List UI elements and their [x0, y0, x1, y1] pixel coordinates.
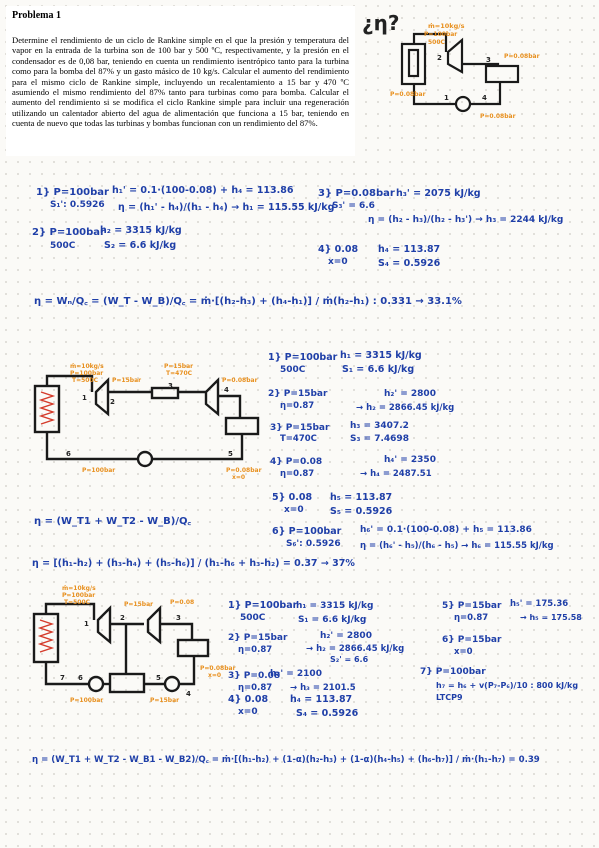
svg-text:h₅' = 175.36: h₅' = 175.36 — [510, 599, 569, 609]
svg-text:5} P=15bar: 5} P=15bar — [442, 601, 502, 611]
pump-high — [89, 677, 103, 691]
svg-text:S₅ = 0.5926: S₅ = 0.5926 — [330, 506, 393, 517]
svg-text:6: 6 — [66, 450, 71, 458]
svg-text:→ h₄ = 2487.51: → h₄ = 2487.51 — [360, 469, 432, 479]
pump — [138, 452, 152, 466]
feedwater-heater — [110, 674, 144, 692]
svg-text:500C: 500C — [240, 613, 266, 623]
svg-text:→ h₂ = 2866.45 kJ/kg: → h₂ = 2866.45 kJ/kg — [306, 644, 405, 654]
turbine — [448, 40, 462, 72]
pump — [456, 97, 470, 111]
svg-text:S₁ = 6.6 kJ/kg: S₁ = 6.6 kJ/kg — [298, 615, 367, 625]
svg-text:3} P=0.08: 3} P=0.08 — [228, 671, 281, 681]
svg-text:P=0.08bar: P=0.08bar — [480, 113, 516, 120]
svg-text:P=100bar: P=100bar — [62, 592, 96, 599]
svg-text:ṁ=10kg/s: ṁ=10kg/s — [62, 585, 96, 592]
svg-text:2: 2 — [437, 54, 442, 62]
svg-text:T=470C: T=470C — [280, 434, 317, 444]
svg-text:P=15bar: P=15bar — [124, 601, 154, 608]
svg-text:1: 1 — [444, 94, 449, 102]
svg-text:x=0: x=0 — [232, 474, 246, 481]
boiler — [35, 386, 59, 432]
svg-text:S₁ = 6.6 kJ/kg: S₁ = 6.6 kJ/kg — [342, 364, 415, 375]
boiler-coil — [409, 50, 418, 76]
svg-text:P=0.08bar: P=0.08bar — [504, 53, 540, 60]
svg-text:P=100bar: P=100bar — [424, 31, 458, 38]
svg-text:h₂' = 2800: h₂' = 2800 — [320, 631, 372, 641]
svg-text:1: 1 — [84, 620, 89, 628]
part1-calculations — [32, 185, 563, 307]
pump-low — [165, 677, 179, 691]
svg-text:5} 0.08: 5} 0.08 — [272, 492, 313, 503]
svg-text:x=0: x=0 — [284, 505, 304, 515]
svg-text:h₄' = 2350: h₄' = 2350 — [384, 455, 436, 465]
svg-text:η = (h₆' - h₅)/(h₆ - h₅) → h₆: η = (h₆' - h₅)/(h₆ - h₅) → h₆ = 115.55 kJ/kg — [360, 541, 554, 551]
svg-text:h₁' = 0.1·(100-0.08) + h₄ = 11: h₁' = 0.1·(100-0.08) + h₄ = 113.86 — [112, 185, 294, 196]
svg-text:4} 0.08: 4} 0.08 — [318, 244, 359, 255]
diagram2-labels — [66, 363, 262, 481]
svg-text:4: 4 — [224, 386, 229, 394]
svg-text:3: 3 — [168, 382, 173, 390]
svg-text:S₂' = 6.6: S₂' = 6.6 — [330, 655, 369, 664]
svg-text:P=15bar: P=15bar — [164, 363, 194, 370]
svg-text:η = (W_T1 + W_T2 - W_B)/Q꜀: η = (W_T1 + W_T2 - W_B)/Q꜀ — [34, 516, 191, 527]
svg-text:→ h₂ = 2866.45 kJ/kg: → h₂ = 2866.45 kJ/kg — [356, 403, 455, 413]
problem-title: Problema 1 — [12, 10, 61, 21]
svg-text:500C: 500C — [280, 365, 306, 375]
svg-text:4: 4 — [482, 94, 487, 102]
svg-text:S₂ = 6.6 kJ/kg: S₂ = 6.6 kJ/kg — [104, 240, 177, 251]
turbine-high — [98, 608, 110, 642]
svg-text:S₃' = 6.6: S₃' = 6.6 — [332, 201, 375, 211]
svg-text:2} P=100bar: 2} P=100bar — [32, 227, 105, 238]
reheater — [152, 388, 178, 398]
svg-text:2} P=15bar: 2} P=15bar — [228, 633, 288, 643]
svg-text:P=0.08bar: P=0.08bar — [200, 665, 236, 672]
diagram3-labels — [60, 585, 236, 704]
svg-text:T=470C: T=470C — [166, 370, 193, 377]
svg-text:P=100bar: P=100bar — [70, 697, 104, 704]
svg-text:7: 7 — [60, 674, 65, 682]
svg-text:ṁ=10kg/s: ṁ=10kg/s — [428, 22, 465, 30]
svg-text:η=0.87: η=0.87 — [280, 401, 315, 411]
svg-text:ṁ=10kg/s: ṁ=10kg/s — [70, 363, 104, 370]
svg-text:2} P=15bar: 2} P=15bar — [268, 389, 328, 399]
svg-text:η=0.87: η=0.87 — [454, 613, 489, 623]
svg-text:h₅ = 113.87: h₅ = 113.87 — [330, 492, 393, 503]
svg-text:P=100bar: P=100bar — [70, 370, 104, 377]
svg-text:η=0.87: η=0.87 — [238, 645, 273, 655]
svg-text:P=100bar: P=100bar — [82, 467, 116, 474]
svg-text:500C: 500C — [428, 39, 445, 46]
svg-text:P=0.08: P=0.08 — [170, 599, 195, 606]
svg-text:500C: 500C — [50, 241, 76, 251]
svg-text:η=0.87: η=0.87 — [280, 469, 315, 479]
svg-text:7} P=100bar: 7} P=100bar — [420, 667, 486, 677]
efficiency-result-2: η = [(h₁-h₂) + (h₃-h₄) + (h₅-h₆)] / (h₁-h₆ + h₃-h₂) = 0.37 → 37% — [32, 558, 355, 569]
condenser — [226, 418, 258, 434]
svg-text:2: 2 — [110, 398, 115, 406]
svg-text:η=0.87: η=0.87 — [238, 683, 273, 693]
svg-text:S₄ = 0.5926: S₄ = 0.5926 — [296, 708, 359, 719]
svg-text:P=0.08bar: P=0.08bar — [222, 377, 258, 384]
svg-text:4} P=0.08: 4} P=0.08 — [270, 457, 323, 467]
svg-text:x=0: x=0 — [454, 647, 473, 657]
efficiency-result-3: η = (W_T1 + W_T2 - W_B1 - W_B2)/Q꜀ = ṁ·[(h₁-h₂) + (1-α)(h₂-h₃) + (1-α)(h₄-h₅) + (h₆-h₇)] / ṁ·(h₁-h₇) = 0.39 — [32, 755, 540, 765]
svg-text:3} P=15bar: 3} P=15bar — [270, 423, 330, 433]
condenser — [178, 640, 208, 656]
svg-text:1} P=100bar: 1} P=100bar — [36, 187, 109, 198]
turbine-low — [206, 380, 218, 414]
svg-text:S₆': 0.5926: S₆': 0.5926 — [286, 539, 341, 549]
svg-text:T=500C: T=500C — [72, 377, 99, 384]
svg-text:h₄ = 113.87: h₄ = 113.87 — [290, 694, 353, 705]
svg-text:P=15bar: P=15bar — [150, 697, 180, 704]
svg-text:S₄ = 0.5926: S₄ = 0.5926 — [378, 258, 441, 269]
svg-text:4: 4 — [186, 690, 191, 698]
svg-text:P=15bar: P=15bar — [112, 377, 142, 384]
condenser — [486, 66, 518, 82]
svg-text:h₃ = 3407.2: h₃ = 3407.2 — [350, 421, 409, 431]
svg-text:→ h₅ = 175.58: → h₅ = 175.58 — [520, 613, 582, 622]
svg-text:2: 2 — [120, 614, 125, 622]
svg-text:6} P=15bar: 6} P=15bar — [442, 635, 502, 645]
svg-text:h₃' = 2075 kJ/kg: h₃' = 2075 kJ/kg — [396, 188, 481, 199]
svg-text:1} P=100bar: 1} P=100bar — [268, 352, 338, 363]
efficiency-result-1: η = Wₙ/Q꜀ = (W_T - W_B)/Q꜀ = ṁ·[(h₂-h₃) + (h₄-h₁)] / ṁ(h₂-h₁) : 0.331 → 33.1% — [34, 296, 462, 307]
svg-text:x=0: x=0 — [328, 257, 348, 267]
svg-text:η = (h₂ - h₃)/(h₂ - h₃') → h₃: η = (h₂ - h₃)/(h₂ - h₃') → h₃ = 2244 kJ/kg — [368, 215, 564, 225]
svg-text:h₂ = 3315 kJ/kg: h₂ = 3315 kJ/kg — [100, 225, 182, 236]
svg-text:3} P=0.08bar: 3} P=0.08bar — [318, 188, 395, 199]
svg-text:h₆' = 0.1·(100-0.08) + h₅ = 11: h₆' = 0.1·(100-0.08) + h₅ = 113.86 — [360, 525, 532, 535]
svg-text:P=0.08bar: P=0.08bar — [226, 467, 262, 474]
svg-text:LTCP9: LTCP9 — [436, 693, 463, 702]
svg-text:S₁': 0.5926: S₁': 0.5926 — [50, 200, 105, 210]
svg-text:→ h₃ = 2101.5: → h₃ = 2101.5 — [290, 683, 356, 693]
svg-text:1} P=100bar: 1} P=100bar — [228, 600, 298, 611]
svg-text:6} P=100bar: 6} P=100bar — [272, 526, 342, 537]
svg-text:h₇ = h₆ + v(P₇-P₆)/10 : 800 kJ: h₇ = h₆ + v(P₇-P₆)/10 : 800 kJ/kg — [436, 681, 579, 690]
turbine-high — [96, 380, 108, 414]
svg-text:4} 0.08: 4} 0.08 — [228, 694, 269, 705]
svg-text:1: 1 — [82, 394, 87, 402]
svg-text:h₂' = 2800: h₂' = 2800 — [384, 389, 436, 399]
svg-text:h₃' = 2100: h₃' = 2100 — [270, 669, 322, 679]
turbine-low — [148, 608, 160, 642]
svg-text:h₁ = 3315 kJ/kg: h₁ = 3315 kJ/kg — [340, 350, 422, 361]
svg-text:5: 5 — [228, 450, 233, 458]
svg-text:x=0: x=0 — [208, 672, 222, 679]
svg-text:x=0: x=0 — [238, 707, 258, 717]
svg-text:η = (h₁' - h₄)/(h₁ - h₄) → h₁: η = (h₁' - h₄)/(h₁ - h₄) → h₁ = 115.55 kJ/kg — [118, 202, 335, 213]
svg-text:3: 3 — [486, 56, 491, 64]
question-mark: ¿η? — [362, 11, 400, 35]
svg-text:5: 5 — [156, 674, 161, 682]
svg-text:P=0.08bar: P=0.08bar — [390, 91, 426, 98]
svg-text:h₁ = 3315 kJ/kg: h₁ = 3315 kJ/kg — [296, 601, 374, 611]
svg-text:S₃ = 7.4698: S₃ = 7.4698 — [350, 434, 409, 444]
svg-text:h₄ = 113.87: h₄ = 113.87 — [378, 244, 441, 255]
svg-text:T=500C: T=500C — [64, 599, 91, 606]
svg-text:6: 6 — [78, 674, 83, 682]
problem-text: Determine el rendimiento de un ciclo de Rankine simple en el que la presión y temperatura del vapor en la entrada de la turbina son de 100 bar y 500 ºC, respectivamente, y la presión en el condensador es de 0,08 bar, teniendo en cuenta un rendimiento isentrópico tanto para la turbina como para la bomba del 87% y un gasto másico de 10 kg/s. Calcular el aumento del rendimiento para el mismo ciclo de Rankine simple, incluyendo un recalentamiento a 15 bar y 470 ºC asumiendo el mismo rendimiento del 87% tanto para turbinas como para bomba. Calcular el aumento del rendimiento si se modifica el ciclo Rankine simple para incluir una regeneración utilizando un calentador abierto del agua de alimentación que funciona a 15 bar, teniendo en cuenta de nuevo que todas las turbinas y bombas funcionan con un rendimiento del 87%. — [12, 35, 349, 129]
svg-text:3: 3 — [176, 614, 181, 622]
